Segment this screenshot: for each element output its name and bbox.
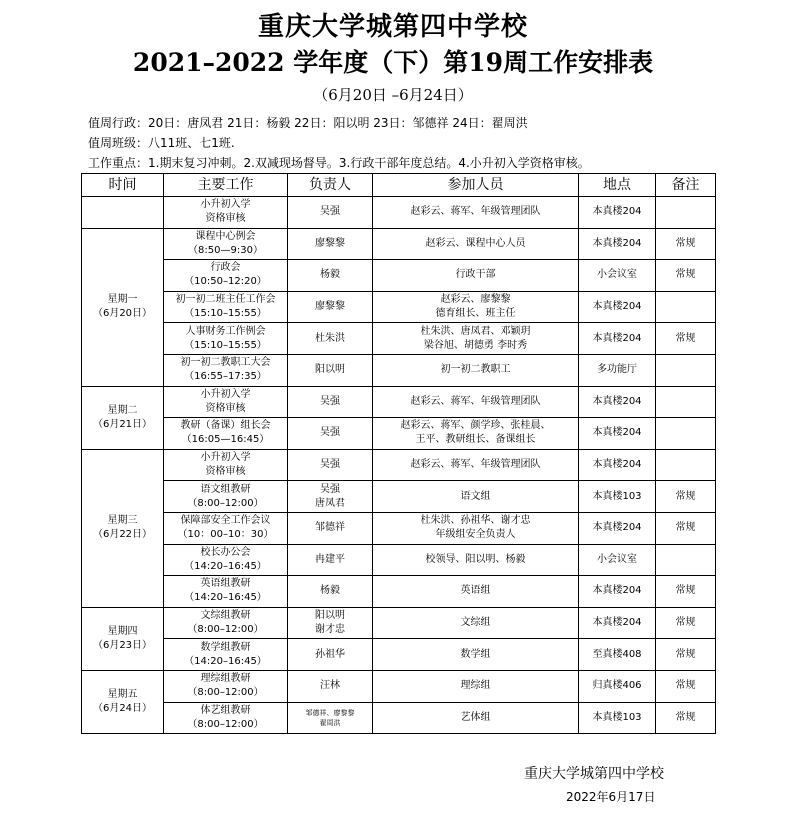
place-cell: 本真楼204 (579, 576, 656, 608)
place-cell: 本真楼204 (579, 386, 656, 418)
note-cell (656, 386, 716, 418)
day-cell-wednesday: 星期三 （6月22日） (82, 449, 164, 607)
note-cell: 常规 (656, 512, 716, 544)
table-row (82, 228, 716, 260)
schedule-table (81, 173, 716, 734)
place-cell: 本真楼204 (579, 197, 656, 229)
note-cell (656, 544, 716, 576)
note-cell: 常规 (656, 702, 716, 734)
table-row (82, 576, 716, 608)
header-note: 备注 (656, 174, 716, 197)
leader-cell: 吴强 (288, 418, 373, 450)
note-cell (656, 291, 716, 323)
note-cell (656, 449, 716, 481)
footer-school-name: 重庆大学城第四中学校 (524, 766, 664, 782)
day-cell-friday: 星期五 （6月24日） (82, 670, 164, 733)
table-row (82, 418, 716, 450)
leader-cell: 邹德祥 (288, 512, 373, 544)
place-cell: 本真楼103 (579, 481, 656, 513)
document-title: 重庆大学城第四中学校 (257, 12, 528, 42)
work-cell: 数学组教研 （14:20–16:45） (164, 639, 288, 671)
work-cell: 行政会 （10:50–12:20） (164, 260, 288, 292)
table-header-row (82, 174, 716, 197)
participants-cell: 赵彩云、蒋军、年级管理团队 (373, 386, 579, 418)
work-cell: 校长办公会 （14:20–16:45） (164, 544, 288, 576)
work-cell: 文综组教研 （8:00–12:00） (164, 607, 288, 639)
work-cell: 初一初二教职工大会 （16:55–17:35） (164, 354, 288, 386)
place-cell: 小会议室 (579, 260, 656, 292)
leader-cell: 廖黎黎 (288, 291, 373, 323)
day-cell-thursday: 星期四 （6月23日） (82, 607, 164, 670)
leader-cell: 吴强 (288, 449, 373, 481)
participants-cell: 艺体组 (373, 702, 579, 734)
place-cell: 本真楼103 (579, 702, 656, 734)
work-cell: 课程中心例会 （8:50—9:30） (164, 228, 288, 260)
day-cell-tuesday: 星期二 （6月21日） (82, 386, 164, 449)
participants-cell: 杜朱洪、唐凤君、邓颖玥 梁谷旭、胡德勇 李时秀 (373, 323, 579, 355)
note-cell: 常规 (656, 323, 716, 355)
note-cell: 常规 (656, 670, 716, 702)
place-cell: 本真楼204 (579, 449, 656, 481)
date-range: （6月20日 –6月24日） (313, 86, 473, 104)
table-row (82, 354, 716, 386)
table-row (82, 512, 716, 544)
leader-cell: 杜朱洪 (288, 323, 373, 355)
participants-cell: 杜朱洪、孙祖华、谢才忠 年级组安全负责人 (373, 512, 579, 544)
participants-cell: 赵彩云、蒋军、颜学珍、张桂晨、 王平、教研组长、备课组长 (373, 418, 579, 450)
leader-cell: 阳以明 (288, 354, 373, 386)
table-row (82, 607, 716, 639)
note-cell (656, 197, 716, 229)
table-row (82, 670, 716, 702)
header-place: 地点 (579, 174, 656, 197)
participants-cell: 数学组 (373, 639, 579, 671)
participants-cell: 英语组 (373, 576, 579, 608)
day-cell-blank (82, 197, 164, 229)
work-cell: 保障部安全工作会议 （10：00–10：30） (164, 512, 288, 544)
header-leader: 负责人 (288, 174, 373, 197)
leader-cell: 阳以明 谢才忠 (288, 607, 373, 639)
leader-cell: 邹德祥、廖黎黎 翟周洪 (288, 702, 373, 734)
note-cell (656, 354, 716, 386)
place-cell: 本真楼204 (579, 228, 656, 260)
place-cell: 本真楼204 (579, 512, 656, 544)
table-row (82, 386, 716, 418)
place-cell: 多功能厅 (579, 354, 656, 386)
participants-cell: 赵彩云、蒋军、年级管理团队 (373, 449, 579, 481)
note-cell: 常规 (656, 260, 716, 292)
participants-cell: 行政干部 (373, 260, 579, 292)
duty-class-line: 值周班级：八11班、七1班. (88, 136, 235, 150)
place-cell: 归真楼406 (579, 670, 656, 702)
work-cell: 理综组教研 （8:00–12:00） (164, 670, 288, 702)
place-cell: 至真楼408 (579, 639, 656, 671)
work-cell: 小升初入学 资格审核 (164, 386, 288, 418)
table-row (82, 197, 716, 229)
leader-cell: 廖黎黎 (288, 228, 373, 260)
participants-cell: 文综组 (373, 607, 579, 639)
table-row (82, 544, 716, 576)
work-cell: 教研（备课）组长会 （16:05—16:45） (164, 418, 288, 450)
place-cell: 小会议室 (579, 544, 656, 576)
participants-cell: 赵彩云、廖黎黎 德育组长、班主任 (373, 291, 579, 323)
work-cell: 体艺组教研 （8:00–12:00） (164, 702, 288, 734)
work-cell: 初一初二班主任工作会 （15:10–15:55） (164, 291, 288, 323)
place-cell: 本真楼204 (579, 607, 656, 639)
leader-cell: 汪林 (288, 670, 373, 702)
participants-cell: 语文组 (373, 481, 579, 513)
leader-cell: 冉建平 (288, 544, 373, 576)
note-cell: 常规 (656, 576, 716, 608)
note-cell: 常规 (656, 228, 716, 260)
place-cell: 本真楼204 (579, 418, 656, 450)
table-row (82, 481, 716, 513)
leader-cell: 孙祖华 (288, 639, 373, 671)
note-cell: 常规 (656, 481, 716, 513)
participants-cell: 赵彩云、蒋军、年级管理团队 (373, 197, 579, 229)
table-row (82, 702, 716, 734)
work-cell: 人事财务工作例会 （15:10–15:55） (164, 323, 288, 355)
header-work: 主要工作 (164, 174, 288, 197)
work-cell: 小升初入学 资格审核 (164, 197, 288, 229)
participants-cell: 理综组 (373, 670, 579, 702)
table-row (82, 260, 716, 292)
participants-cell: 初一初二教职工 (373, 354, 579, 386)
participants-cell: 赵彩云、课程中心人员 (373, 228, 579, 260)
leader-cell: 杨毅 (288, 576, 373, 608)
day-cell-monday: 星期一 （6月20日） (82, 228, 164, 386)
note-cell (656, 418, 716, 450)
leader-cell: 吴强 (288, 386, 373, 418)
note-cell: 常规 (656, 639, 716, 671)
key-work-line: 工作重点：1.期末复习冲刺。2.双减现场督导。3.行政干部年度总结。4.小升初入学资格审核。 (88, 156, 590, 170)
table-row (82, 449, 716, 481)
header-time: 时间 (82, 174, 164, 197)
table-row (82, 639, 716, 671)
table-row (82, 323, 716, 355)
work-cell: 英语组教研 （14:20–16:45） (164, 576, 288, 608)
note-cell: 常规 (656, 607, 716, 639)
header-participants: 参加人员 (373, 174, 579, 197)
work-cell: 小升初入学 资格审核 (164, 449, 288, 481)
place-cell: 本真楼204 (579, 323, 656, 355)
work-cell: 语文组教研 （8:00–12:00） (164, 481, 288, 513)
place-cell: 本真楼204 (579, 291, 656, 323)
document-subtitle: 2021–2022 学年度（下）第19周工作安排表 (132, 48, 654, 77)
duty-admin-line: 值周行政：20日：唐凤君 21日：杨毅 22日：阳以明 23日：邹德祥 24日：翟周洪 (88, 116, 528, 130)
footer-date: 2022年6月17日 (566, 790, 656, 804)
participants-cell: 校领导、阳以明、杨毅 (373, 544, 579, 576)
leader-cell: 杨毅 (288, 260, 373, 292)
table-row (82, 291, 716, 323)
leader-cell: 吴强 唐凤君 (288, 481, 373, 513)
leader-cell: 吴强 (288, 197, 373, 229)
